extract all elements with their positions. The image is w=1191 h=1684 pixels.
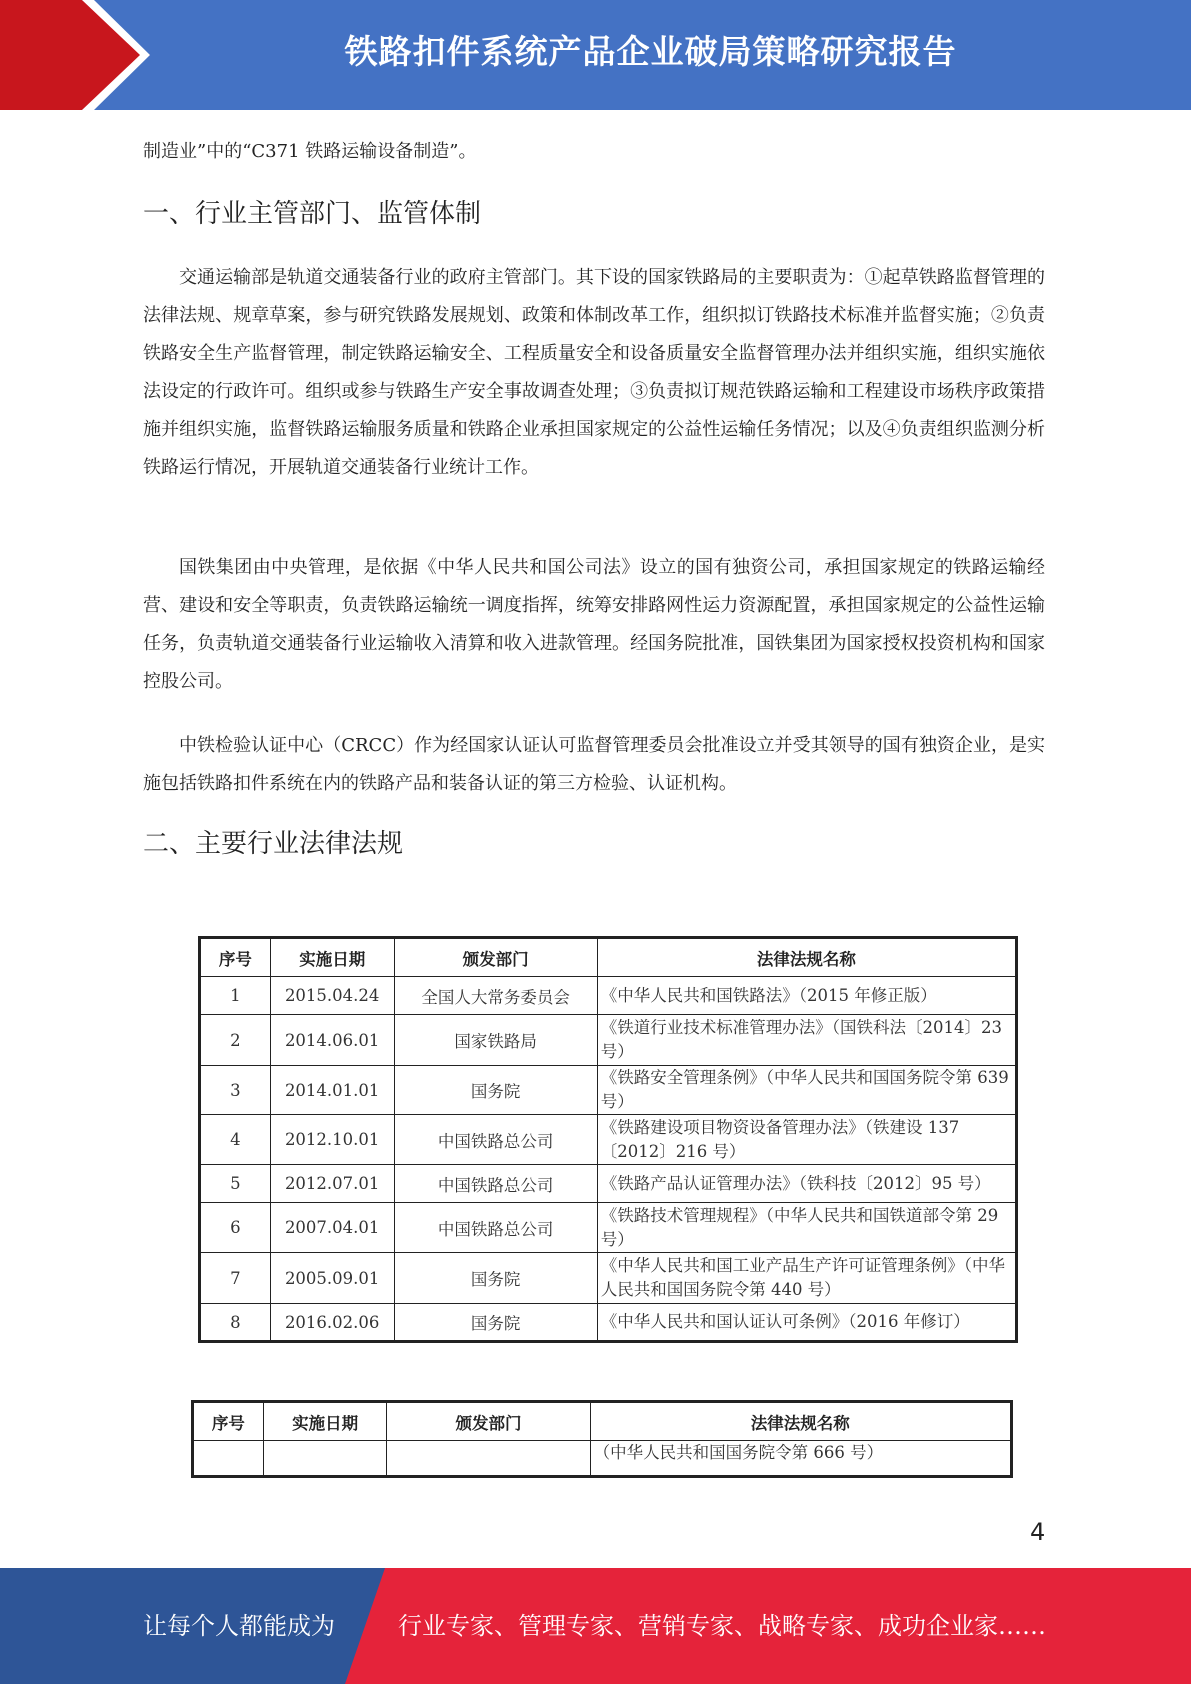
header-department: 颁发部门 [394, 938, 597, 977]
cell-date: 2005.09.01 [270, 1253, 394, 1304]
cell-department [387, 1441, 590, 1477]
cell-date: 2012.07.01 [270, 1165, 394, 1203]
cell-serial: 5 [200, 1165, 271, 1203]
header-date: 实施日期 [270, 938, 394, 977]
section1-paragraph-3: 中铁检验认证中心（CRCC）作为经国家认证认可监督管理委员会批准设立并受其领导的国有独资企业，是实施包括铁路扣件系统在内的铁路产品和装备认证的第三方检验、认证机构。 [143, 735, 1045, 794]
header-banner [0, 0, 1191, 110]
report-title: 铁路扣件系统产品企业破局策略研究报告 [344, 32, 957, 71]
footer-slogan-left: 让每个人都能成为 [143, 1612, 335, 1640]
section2-heading: 二、主要行业法律法规 [143, 829, 404, 859]
cell-date [263, 1441, 387, 1477]
table-row [193, 1441, 1012, 1477]
cell-serial: 7 [200, 1253, 271, 1304]
header-serial: 序号 [193, 1402, 264, 1441]
cell-serial: 8 [200, 1304, 271, 1342]
cell-department: 中国铁路总公司 [394, 1115, 597, 1165]
cell-law-name: 《铁道行业技术标准管理办法》（国铁科法〔2014〕23 号） [597, 1015, 1016, 1066]
header-serial: 序号 [200, 938, 271, 977]
cell-law-name: 《铁路技术管理规程》（中华人民共和国铁道部令第 29 号） [597, 1203, 1016, 1253]
cell-law-name: 《铁路建设项目物资设备管理办法》（铁建设 137〔2012〕216 号） [597, 1115, 1016, 1165]
cell-serial: 6 [200, 1203, 271, 1253]
cell-department: 国务院 [394, 1253, 597, 1304]
cell-department: 国务院 [394, 1304, 597, 1342]
cell-date: 2014.01.01 [270, 1066, 394, 1115]
footer-banner [0, 1568, 1191, 1684]
cell-law-name: （中华人民共和国国务院令第 666 号） [590, 1441, 1011, 1477]
laws-table-continued [191, 1400, 1013, 1478]
table-row [200, 1115, 1017, 1165]
footer-slogan-right: 行业专家、管理专家、营销专家、战略专家、成功企业家…… [398, 1612, 1046, 1640]
section1-heading: 一、行业主管部门、监管体制 [143, 199, 482, 229]
cell-law-name: 《中华人民共和国认证认可条例》（2016 年修订） [597, 1304, 1016, 1342]
cell-serial: 3 [200, 1066, 271, 1115]
cell-department: 国家铁路局 [394, 1015, 597, 1066]
table-row [200, 977, 1017, 1015]
cell-department: 国务院 [394, 1066, 597, 1115]
cell-date: 2014.06.01 [270, 1015, 394, 1066]
table-row [200, 1066, 1017, 1115]
laws-table [198, 936, 1018, 1343]
section1-paragraph-2: 国铁集团由中央管理，是依据《中华人民共和国公司法》设立的国有独资公司，承担国家规定的铁路运输经营、建设和安全等职责，负责铁路运输统一调度指挥，统筹安排路网性运力资源配置，承担国家规定的公益性运输任务，负责轨道交通装备行业运输收入清算和收入进款管理。经国务院批准，国铁集团为国家授权投资机构和国家控股公司。 [143, 557, 1045, 692]
cell-date: 2016.02.06 [270, 1304, 394, 1342]
table-header-row [200, 938, 1017, 977]
cell-serial [193, 1441, 264, 1477]
header-date: 实施日期 [263, 1402, 387, 1441]
cell-date: 2015.04.24 [270, 977, 394, 1015]
cell-law-name: 《铁路安全管理条例》（中华人民共和国国务院令第 639 号） [597, 1066, 1016, 1115]
document-body [143, 135, 1045, 859]
table-header-row [193, 1402, 1012, 1441]
cell-law-name: 《铁路产品认证管理办法》（铁科技〔2012〕95 号） [597, 1165, 1016, 1203]
cell-serial: 4 [200, 1115, 271, 1165]
table-row [200, 1203, 1017, 1253]
lead-text: 制造业”中的“C371 铁路运输设备制造”。 [143, 141, 477, 162]
table-row [200, 1304, 1017, 1342]
cell-law-name: 《中华人民共和国铁路法》（2015 年修正版） [597, 977, 1016, 1015]
table-row [200, 1165, 1017, 1203]
cell-date: 2012.10.01 [270, 1115, 394, 1165]
cell-law-name: 《中华人民共和国工业产品生产许可证管理条例》（中华人民共和国国务院令第 440 号） [597, 1253, 1016, 1304]
cell-serial: 1 [200, 977, 271, 1015]
header-department: 颁发部门 [387, 1402, 590, 1441]
header-law-name: 法律法规名称 [590, 1402, 1011, 1441]
table-row [200, 1015, 1017, 1066]
cell-serial: 2 [200, 1015, 271, 1066]
cell-date: 2007.04.01 [270, 1203, 394, 1253]
page-number: 4 [1030, 1518, 1046, 1546]
cell-department: 中国铁路总公司 [394, 1165, 597, 1203]
table-row [200, 1253, 1017, 1304]
cell-department: 中国铁路总公司 [394, 1203, 597, 1253]
section1-paragraph-1: 交通运输部是轨道交通装备行业的政府主管部门。其下设的国家铁路局的主要职责为：①起草铁路监督管理的法律法规、规章草案，参与研究铁路发展规划、政策和体制改革工作，组织拟订铁路技术标准并监督实施；②负责铁路安全生产监督管理，制定铁路运输安全、工程质量安全和设备质量安全监督管理办法并组织实施，组织实施依法设定的行政许可。组织或参与铁路生产安全事故调查处理；③负责拟订规范铁路运输和工程建设市场秩序政策措施并组织实施，监督铁路运输服务质量和铁路企业承担国家规定的公益性运输任务情况；以及④负责组织监测分析铁路运行情况，开展轨道交通装备行业统计工作。 [143, 267, 1045, 478]
header-law-name: 法律法规名称 [597, 938, 1016, 977]
cell-department: 全国人大常务委员会 [394, 977, 597, 1015]
header-arrow-logo [0, 0, 150, 110]
